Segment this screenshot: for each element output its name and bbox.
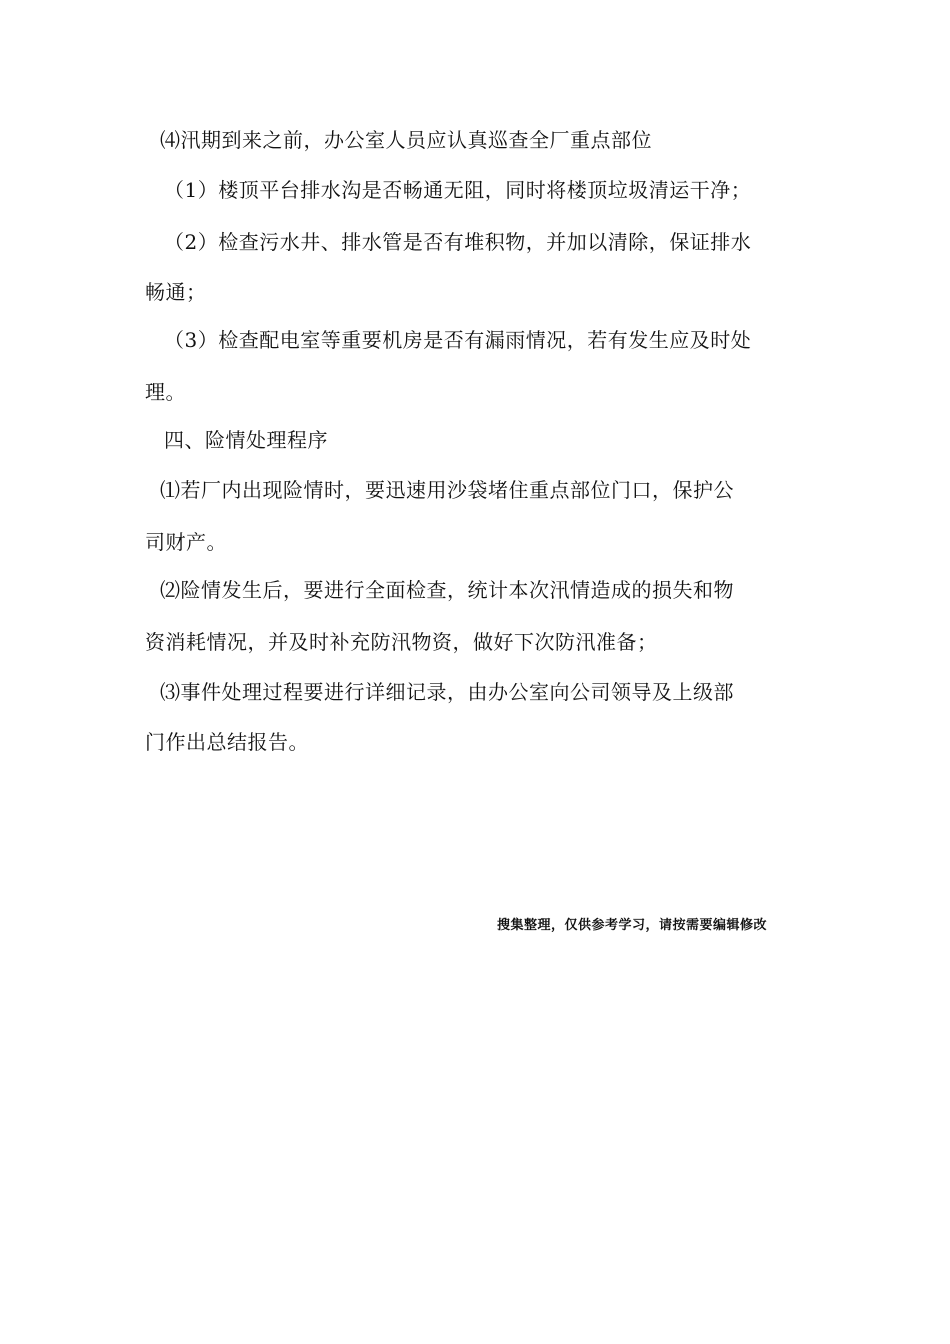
paragraph-line: ⑴若厂内出现险情时，要迅速用沙袋堵住重点部位门口，保护公 [160, 478, 734, 502]
paragraph-line: 畅通； [145, 280, 207, 304]
paragraph-line: （2）检查污水井、排水管是否有堆积物，并加以清除，保证排水 [164, 230, 752, 254]
paragraph-line: ⑶事件处理过程要进行详细记录，由办公室向公司领导及上级部 [160, 680, 734, 704]
paragraph-line: 资消耗情况，并及时补充防汛物资，做好下次防汛准备； [145, 630, 658, 654]
paragraph-line: 司财产。 [145, 530, 227, 554]
paragraph-line: ⑵险情发生后，要进行全面检查，统计本次汛情造成的损失和物 [160, 578, 734, 602]
paragraph-line: 门作出总结报告。 [145, 730, 309, 754]
footer-note: 搜集整理，仅供参考学习，请按需要编辑修改 [497, 918, 768, 933]
paragraph-line: （1）楼顶平台排水沟是否畅通无阻，同时将楼顶垃圾清运干净； [164, 178, 752, 202]
paragraph-line: ⑷汛期到来之前，办公室人员应认真巡查全厂重点部位 [160, 128, 652, 152]
paragraph-line: 理。 [145, 380, 186, 404]
section-heading: 四、险情处理程序 [164, 428, 328, 452]
paragraph-line: （3）检查配电室等重要机房是否有漏雨情况，若有发生应及时处 [164, 328, 752, 352]
